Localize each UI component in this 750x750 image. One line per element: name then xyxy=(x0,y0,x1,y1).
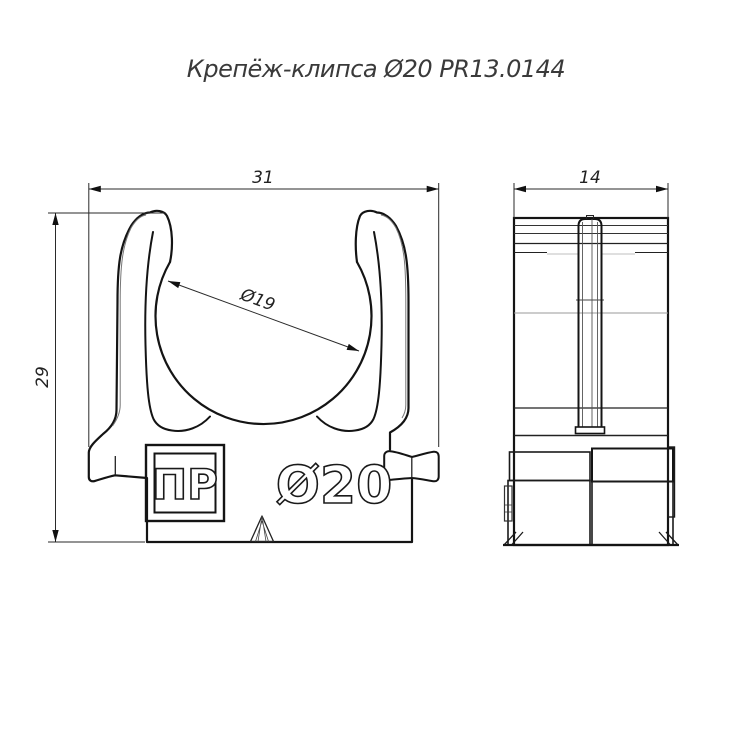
dim-width-value: 31 xyxy=(252,168,274,188)
part-marking: Ø20 xyxy=(275,456,393,516)
dim-height-value: 29 xyxy=(33,366,53,388)
dimension-14 xyxy=(514,168,668,218)
left-wing-projection xyxy=(510,452,591,481)
center-rib xyxy=(576,216,605,434)
logo-text: ПР xyxy=(152,460,218,509)
left-arm-pocket xyxy=(145,232,210,431)
logo-box xyxy=(146,445,224,521)
side-body xyxy=(514,218,668,545)
dim-depth-value: 14 xyxy=(579,168,601,188)
dim-bore-value: Ø19 xyxy=(237,284,278,316)
bore-arc xyxy=(156,262,372,424)
right-lower-block xyxy=(592,482,673,546)
right-fillet-line xyxy=(381,215,406,418)
front-view xyxy=(89,211,439,542)
dimension-d19 xyxy=(168,281,359,351)
drawing-title: Крепёж-клипса Ø20 PR13.0144 xyxy=(186,55,566,83)
right-arm-pocket xyxy=(317,232,382,431)
side-view xyxy=(503,216,679,546)
right-wing-projection xyxy=(592,449,673,482)
injection-mark xyxy=(251,516,274,542)
